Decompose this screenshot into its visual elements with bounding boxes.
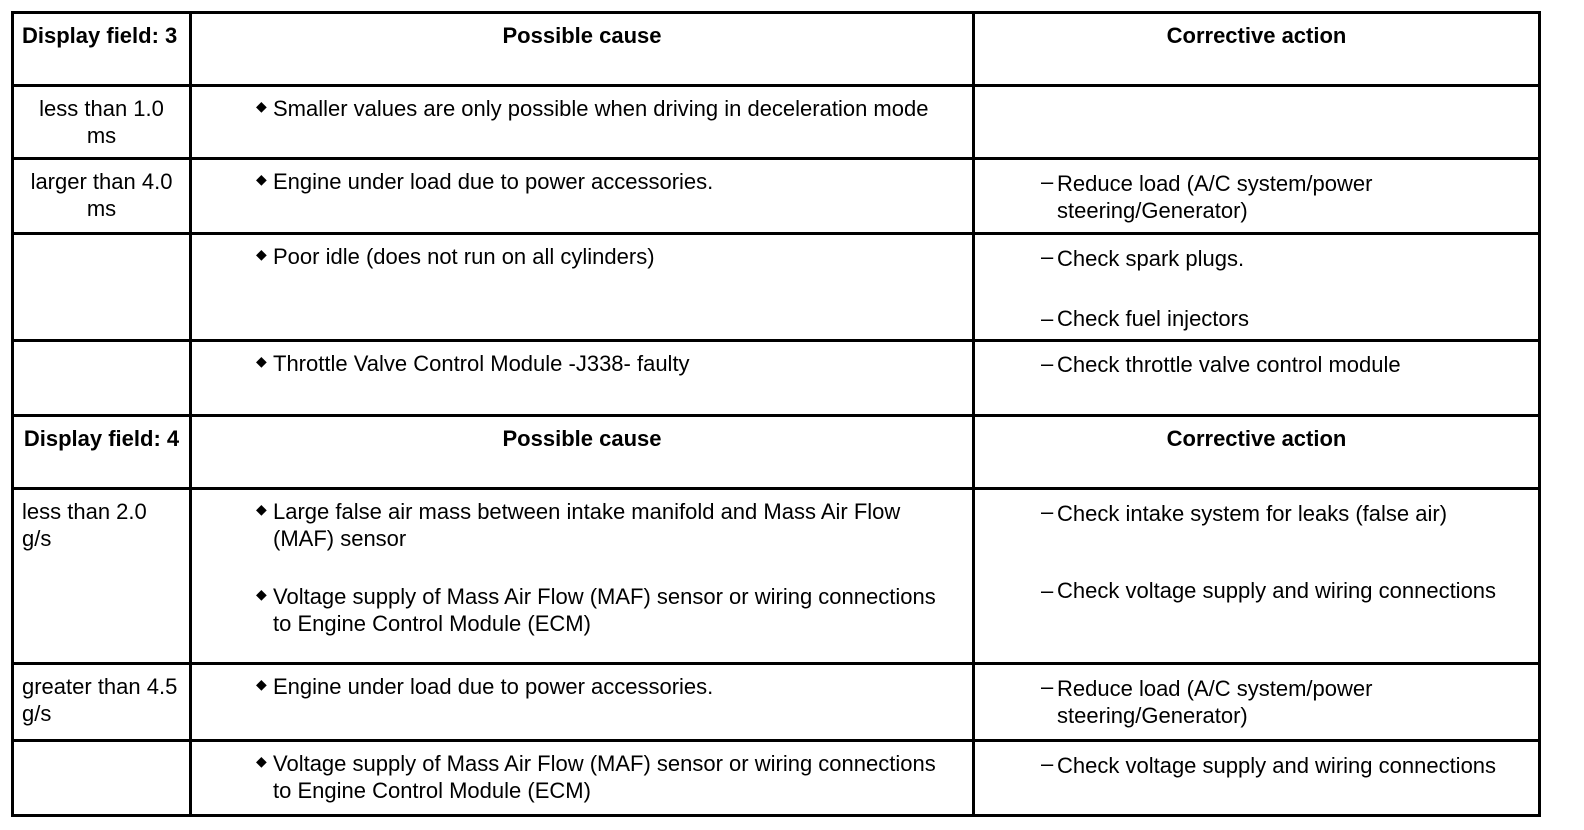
table-row [13, 234, 1540, 341]
bullet-icon: ◆ [256, 753, 267, 769]
cause-item [200, 168, 964, 195]
action-cell [974, 341, 1540, 416]
cause-cell [191, 159, 974, 234]
action-cell [974, 86, 1540, 159]
cause-item [200, 673, 964, 700]
action-text: Check spark plugs. [1057, 246, 1245, 271]
cause-text: Engine under load due to power accessories. [273, 169, 714, 194]
cause-text: Poor idle (does not run on all cylinders) [273, 244, 655, 269]
action-item [983, 571, 1530, 611]
value-range [13, 234, 191, 341]
cause-item [200, 350, 964, 377]
corrective-action-heading: Corrective action [974, 13, 1540, 86]
action-item [983, 498, 1530, 527]
action-cell [974, 234, 1540, 341]
bullet-icon: ◆ [256, 246, 267, 262]
table-row [13, 489, 1540, 664]
value-range: greater than 4.5 g/s [13, 664, 191, 741]
action-text: Check throttle valve control module [1057, 352, 1401, 377]
action-text: Check intake system for leaks (false air) [1057, 501, 1448, 526]
action-text: Check voltage supply and wiring connections [1057, 753, 1497, 778]
cause-cell [191, 741, 974, 816]
bullet-icon: ◆ [256, 98, 267, 114]
action-item [983, 305, 1530, 332]
dash-icon: – [1041, 351, 1054, 376]
value-range: less than 1.0 ms [13, 86, 191, 159]
cause-text: Voltage supply of Mass Air Flow (MAF) sensor or wiring connections to Engine Control Module (ECM) [273, 751, 936, 803]
action-text: Check fuel injectors [1057, 306, 1249, 331]
cause-cell [191, 489, 974, 664]
bullet-icon: ◆ [256, 586, 267, 602]
value-range [13, 341, 191, 416]
action-item [983, 243, 1530, 272]
cause-cell [191, 664, 974, 741]
action-text: Reduce load (A/C system/power steering/Generator) [1057, 676, 1373, 728]
action-cell [974, 489, 1540, 664]
cause-cell [191, 341, 974, 416]
action-cell [974, 664, 1540, 741]
bullet-icon: ◆ [256, 501, 267, 517]
bullet-icon: ◆ [256, 353, 267, 369]
cause-text: Smaller values are only possible when driving in deceleration mode [273, 96, 929, 121]
action-item [983, 750, 1530, 779]
action-text: Check voltage supply and wiring connections [1057, 578, 1497, 603]
diagnostic-table [11, 11, 1541, 817]
action-item [983, 168, 1530, 224]
possible-cause-heading: Possible cause [191, 416, 974, 489]
dash-icon: – [1041, 499, 1054, 524]
dash-icon: – [1041, 674, 1054, 699]
table-row [13, 741, 1540, 816]
action-cell [974, 159, 1540, 234]
dash-icon: – [1041, 169, 1054, 194]
cause-text: Engine under load due to power accessories. [273, 674, 714, 699]
dash-icon: – [1041, 751, 1054, 776]
cause-text: Voltage supply of Mass Air Flow (MAF) sensor or wiring connections to Engine Control Module (ECM) [273, 584, 936, 636]
cause-text: Large false air mass between intake manifold and Mass Air Flow (MAF) sensor [273, 499, 901, 551]
cause-cell [191, 234, 974, 341]
section-header-row [13, 416, 1540, 489]
cause-item [200, 583, 964, 637]
bullet-icon: ◆ [256, 171, 267, 187]
cause-cell [191, 86, 974, 159]
value-range: less than 2.0 g/s [13, 489, 191, 664]
dash-icon: – [1041, 578, 1054, 603]
cause-item [200, 95, 964, 122]
possible-cause-heading: Possible cause [191, 13, 974, 86]
corrective-action-heading: Corrective action [974, 416, 1540, 489]
value-range: larger than 4.0 ms [13, 159, 191, 234]
table-row [13, 159, 1540, 234]
section-header-row [13, 13, 1540, 86]
action-item [983, 673, 1530, 729]
cause-text: Throttle Valve Control Module -J338- faulty [273, 351, 690, 376]
dash-icon: – [1041, 244, 1054, 269]
action-text: Reduce load (A/C system/power steering/Generator) [1057, 171, 1373, 223]
value-range [13, 741, 191, 816]
table-row [13, 86, 1540, 159]
cause-item [200, 750, 964, 804]
table-row [13, 664, 1540, 741]
table-row [13, 341, 1540, 416]
action-cell [974, 741, 1540, 816]
cause-item [200, 243, 964, 270]
cause-item [200, 498, 964, 552]
display-field-heading: Display field: 4 [13, 416, 191, 489]
bullet-icon: ◆ [256, 676, 267, 692]
dash-icon: – [1041, 306, 1054, 331]
action-item [983, 350, 1530, 378]
display-field-heading: Display field: 3 [13, 13, 191, 86]
